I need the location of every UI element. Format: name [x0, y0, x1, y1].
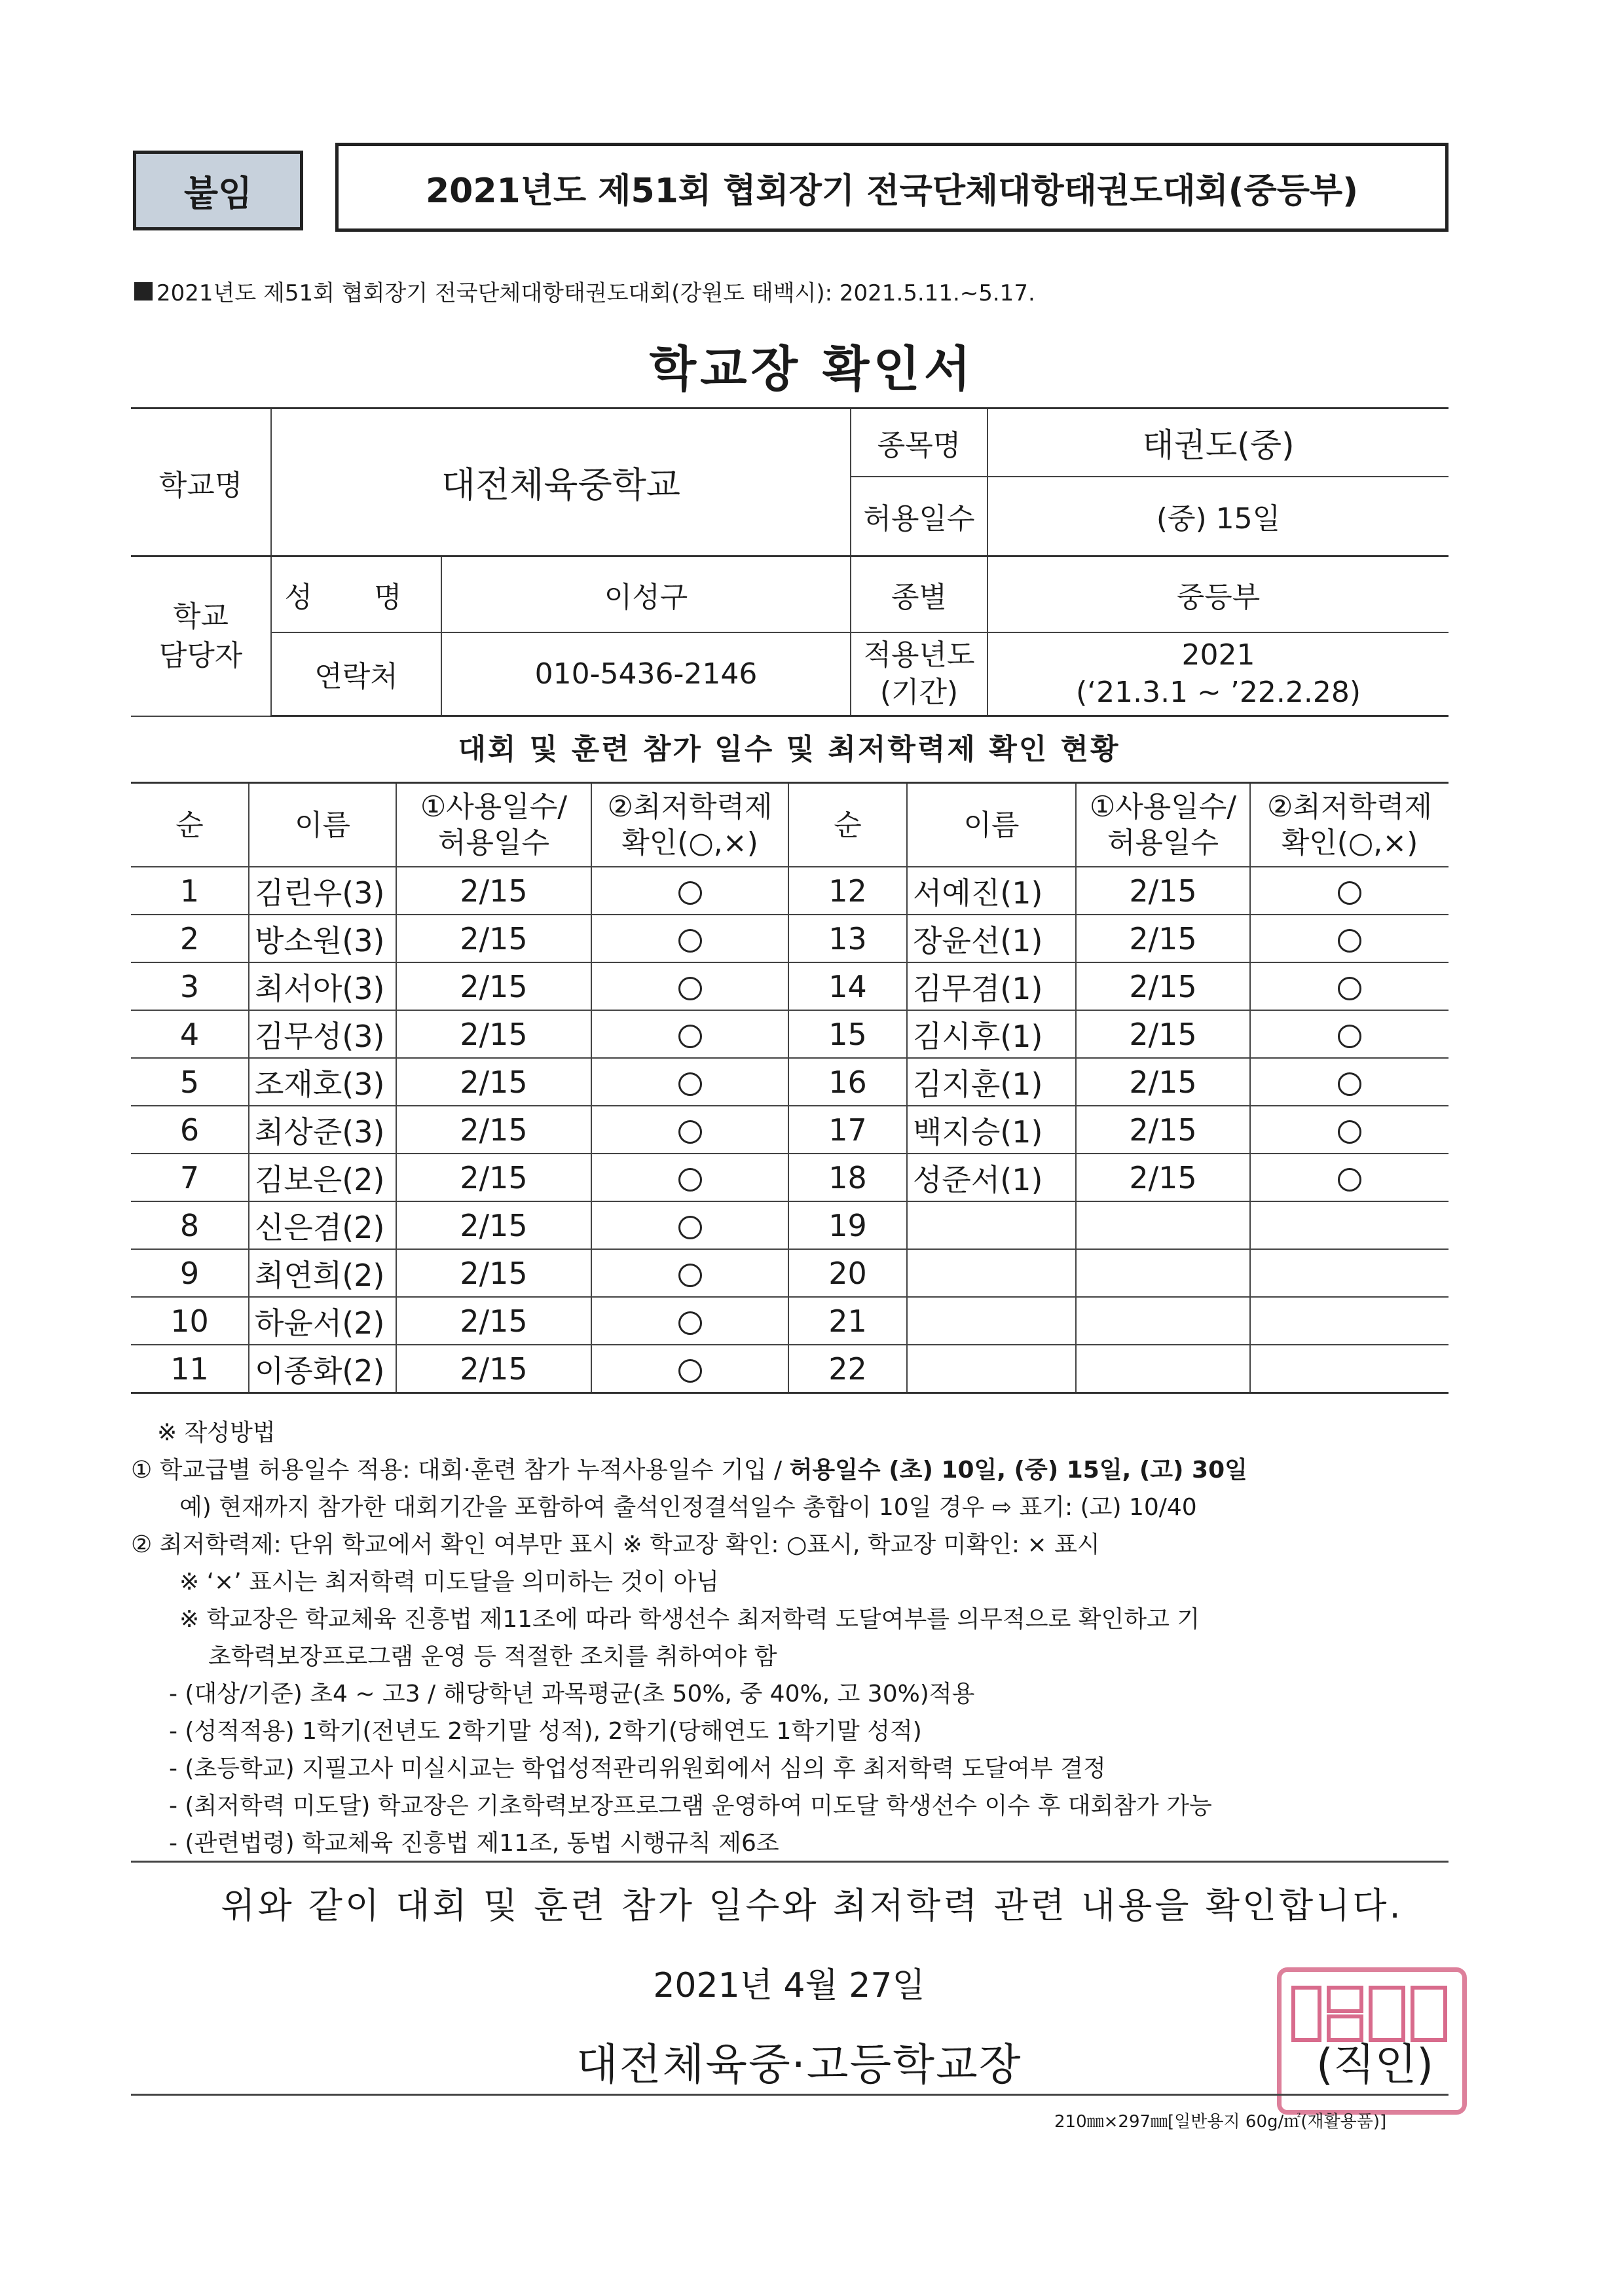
circle-mark-icon — [678, 1359, 702, 1383]
row-no: 10 — [131, 1297, 249, 1345]
row-used-days: 2/15 — [396, 1058, 591, 1106]
circle-mark-icon — [1338, 977, 1361, 1000]
row-min-academic — [591, 1010, 788, 1058]
instruction-line-7: - (대상/기준) 초4 ~ 고3 / 해당학년 과목평균(초 50%, 중 40%, 고 30%)적용 — [169, 1681, 975, 1707]
row-used-days-2: 2/15 — [1076, 1010, 1250, 1058]
row-name: 최서아(3) — [249, 962, 396, 1010]
square-bullet-icon — [134, 282, 153, 301]
col-min-academic-line2: 확인(○,×) — [621, 826, 758, 860]
row-no: 1 — [131, 867, 249, 915]
row-min-academic — [591, 1249, 788, 1297]
row-name-2: 김지훈(1) — [907, 1058, 1076, 1106]
circle-mark-icon — [678, 1120, 702, 1144]
school-name-label: 학교명 — [131, 409, 271, 556]
row-used-days: 2/15 — [396, 1106, 591, 1154]
row-used-days: 2/15 — [396, 1010, 591, 1058]
row-used-days-2: 2/15 — [1076, 1058, 1250, 1106]
col-used-days-2-line1: ①사용일수/ — [1089, 790, 1237, 824]
row-used-days-2 — [1076, 1201, 1250, 1249]
col-used-days-2 — [1076, 783, 1250, 867]
row-min-academic — [591, 1297, 788, 1345]
col-min-academic-2-line2: 확인(○,×) — [1281, 826, 1418, 860]
contact-value: 010-5436-2146 — [441, 632, 851, 716]
circle-mark-icon — [1338, 929, 1361, 953]
instruction-line-9: - (초등학교) 지필고사 미실시교는 학업성적관리위원회에서 심의 후 최저학력 도달여부 결정 — [169, 1755, 1106, 1782]
row-no: 9 — [131, 1249, 249, 1297]
row-no-2: 13 — [788, 915, 907, 962]
row-name-2: 백지승(1) — [907, 1106, 1076, 1154]
row-name-2: 김무겸(1) — [907, 962, 1076, 1010]
table-row — [131, 1249, 1449, 1297]
apply-year-value-line1: 2021 — [1181, 638, 1255, 672]
row-name: 최상준(3) — [249, 1106, 396, 1154]
circle-mark-icon — [1338, 881, 1361, 905]
col-used-days-2-line2: 허용일수 — [1107, 826, 1219, 860]
row-used-days-2: 2/15 — [1076, 962, 1250, 1010]
row-min-academic-2 — [1250, 1297, 1449, 1345]
col-name: 이름 — [249, 783, 396, 867]
row-no: 3 — [131, 962, 249, 1010]
divider-top — [131, 1861, 1449, 1863]
table-header-row — [131, 783, 1449, 867]
row-min-academic-2 — [1250, 1345, 1449, 1393]
participation-table — [131, 782, 1449, 1394]
row-min-academic-2 — [1250, 1010, 1449, 1058]
event-label: 종목명 — [851, 409, 987, 477]
confirmation-statement: 위와 같이 대회 및 훈련 참가 일수와 최저학력 관련 내용을 확인합니다. — [221, 1885, 1403, 1926]
table-row — [131, 1106, 1449, 1154]
col-min-academic-2 — [1250, 783, 1449, 867]
row-min-academic — [591, 1154, 788, 1201]
row-min-academic — [591, 1345, 788, 1393]
row-name-2 — [907, 1249, 1076, 1297]
row-name: 조재호(3) — [249, 1058, 396, 1106]
circle-mark-icon — [1338, 1025, 1361, 1048]
row-no: 7 — [131, 1154, 249, 1201]
table-row — [131, 867, 1449, 915]
manager-name-label: 성 명 — [271, 556, 441, 632]
allowed-days-value: (중) 15일 — [987, 477, 1449, 556]
row-no: 11 — [131, 1345, 249, 1393]
manager-label-line2: 담당자 — [158, 638, 243, 672]
row-min-academic — [591, 867, 788, 915]
manager-label — [131, 556, 271, 716]
row-name: 이종화(2) — [249, 1345, 396, 1393]
row-min-academic-2 — [1250, 1058, 1449, 1106]
circle-mark-icon — [678, 881, 702, 905]
col-used-days — [396, 783, 591, 867]
row-no-2: 22 — [788, 1345, 907, 1393]
row-used-days-2 — [1076, 1297, 1250, 1345]
row-min-academic — [591, 915, 788, 962]
instruction-line-1b: 허용일수 (초) 10일, (중) 15일, (고) 30일 — [789, 1457, 1247, 1484]
row-no: 4 — [131, 1010, 249, 1058]
competition-info-text: 2021년도 제51회 협회장기 전국단체대항태권도대회(강원도 태백시): 2021.5.11.~5.17. — [157, 280, 1035, 306]
competition-title: 2021년도 제51회 협회장기 전국단체대항태권도대회(중등부) — [425, 171, 1359, 211]
row-used-days-2 — [1076, 1249, 1250, 1297]
row-no-2: 15 — [788, 1010, 907, 1058]
instruction-line-2: 예) 현재까지 참가한 대회기간을 포함하여 출석인정결석일수 총합이 10일 경우 ⇨ 표기: (고) 10/40 — [179, 1494, 1197, 1521]
row-min-academic — [591, 1201, 788, 1249]
row-no: 2 — [131, 915, 249, 962]
instructions — [131, 1414, 1467, 1862]
row-name-2 — [907, 1297, 1076, 1345]
col-no-2: 순 — [788, 783, 907, 867]
school-name-value: 대전체육중학교 — [271, 409, 851, 556]
row-name: 신은겸(2) — [249, 1201, 396, 1249]
attachment-badge — [133, 151, 303, 230]
table-row — [131, 962, 1449, 1010]
row-name: 하윤서(2) — [249, 1297, 396, 1345]
apply-year-label — [851, 632, 987, 716]
circle-mark-icon — [1338, 1120, 1361, 1144]
seal-label: (직인) — [1316, 2039, 1434, 2090]
instruction-line-1a: ① 학교급별 허용일수 적용: 대회·훈련 참가 누적사용일수 기입 / — [131, 1457, 790, 1484]
row-no-2: 12 — [788, 867, 907, 915]
row-no-2: 19 — [788, 1201, 907, 1249]
principal-name: 대전체육중·고등학교장 — [576, 2039, 1022, 2090]
paper-spec-footer: 210㎜×297㎜[일반용지 60g/㎡(재활용품)] — [1054, 2112, 1387, 2132]
manager-name-value: 이성구 — [441, 556, 851, 632]
row-used-days-2: 2/15 — [1076, 915, 1250, 962]
circle-mark-icon — [678, 1025, 702, 1048]
row-name: 최연희(2) — [249, 1249, 396, 1297]
apply-year-value-line2: (‘21.3.1 ~ ’22.2.28) — [1075, 676, 1361, 710]
apply-year-label-line1: 적용년도 — [863, 638, 975, 672]
row-no: 6 — [131, 1106, 249, 1154]
row-no-2: 16 — [788, 1058, 907, 1106]
row-name-2: 김시후(1) — [907, 1010, 1076, 1058]
row-no-2: 14 — [788, 962, 907, 1010]
row-min-academic-2 — [1250, 1154, 1449, 1201]
col-used-days-line1: ①사용일수/ — [420, 790, 568, 824]
table-row — [131, 1201, 1449, 1249]
col-min-academic-line1: ②최저학력제 — [607, 790, 773, 824]
school-info-table — [131, 407, 1449, 717]
row-name-2: 서예진(1) — [907, 867, 1076, 915]
row-used-days: 2/15 — [396, 1345, 591, 1393]
apply-year-value — [987, 632, 1449, 716]
table-row — [131, 1297, 1449, 1345]
row-no-2: 17 — [788, 1106, 907, 1154]
row-used-days: 2/15 — [396, 867, 591, 915]
row-min-academic-2 — [1250, 962, 1449, 1010]
table-row — [131, 1154, 1449, 1201]
row-used-days: 2/15 — [396, 962, 591, 1010]
row-used-days-2: 2/15 — [1076, 1154, 1250, 1201]
instruction-line-3: ② 최저학력제: 단위 학교에서 확인 여부만 표시 ※ 학교장 확인: ○표시, 학교장 미확인: × 표시 — [131, 1531, 1100, 1558]
circle-mark-icon — [678, 929, 702, 953]
category-label: 종별 — [851, 556, 987, 632]
row-min-academic-2 — [1250, 1106, 1449, 1154]
circle-mark-icon — [678, 1168, 702, 1192]
instruction-line-8: - (성적적용) 1학기(전년도 2학기말 성적), 2학기(당해연도 1학기말 성적) — [169, 1718, 922, 1745]
competition-info-line — [134, 275, 1035, 307]
circle-mark-icon — [678, 1216, 702, 1239]
section-title: 대회 및 훈련 참가 일수 및 최저학력제 확인 현황 — [458, 733, 1120, 766]
instruction-line-5: ※ 학교장은 학교체육 진흥법 제11조에 따라 학생선수 최저학력 도달여부를 의무적으로 확인하고 기 — [179, 1606, 1200, 1633]
manager-label-line1: 학교 — [172, 600, 229, 634]
row-used-days-2: 2/15 — [1076, 867, 1250, 915]
instruction-line-4: ※ ‘×’ 표시는 최저학력 미도달을 의미하는 것이 아님 — [179, 1569, 720, 1595]
contact-label: 연락처 — [271, 632, 441, 716]
instruction-line-10: - (최저학력 미도달) 학교장은 기초학력보장프로그램 운영하여 미도달 학생선수 이수 후 대회참가 가능 — [169, 1793, 1212, 1819]
row-no-2: 20 — [788, 1249, 907, 1297]
event-value: 태권도(중) — [987, 409, 1449, 477]
row-min-academic — [591, 1058, 788, 1106]
apply-year-label-line2: (기간) — [879, 676, 959, 710]
row-name: 김무성(3) — [249, 1010, 396, 1058]
instruction-line-6: 초학력보장프로그램 운영 등 적절한 조치를 취하여야 함 — [208, 1643, 777, 1670]
row-name-2: 장윤선(1) — [907, 915, 1076, 962]
circle-mark-icon — [678, 1072, 702, 1096]
row-name: 김보은(2) — [249, 1154, 396, 1201]
row-used-days-2 — [1076, 1345, 1250, 1393]
instructions-heading: ※ 작성방법 — [157, 1419, 276, 1446]
circle-mark-icon — [678, 1311, 702, 1335]
col-name-2: 이름 — [907, 783, 1076, 867]
instruction-line — [131, 1451, 1467, 1489]
row-min-academic-2 — [1250, 915, 1449, 962]
circle-mark-icon — [1338, 1168, 1361, 1192]
row-min-academic — [591, 962, 788, 1010]
table-row — [131, 1345, 1449, 1393]
col-used-days-line2: 허용일수 — [437, 826, 549, 860]
issue-date: 2021년 4월 27일 — [653, 1966, 925, 2005]
table-row — [131, 1010, 1449, 1058]
circle-mark-icon — [1338, 1072, 1361, 1096]
row-min-academic-2 — [1250, 1201, 1449, 1249]
row-min-academic-2 — [1250, 1249, 1449, 1297]
allowed-days-label: 허용일수 — [851, 477, 987, 556]
col-min-academic-2-line1: ②최저학력제 — [1267, 790, 1432, 824]
table-row — [131, 915, 1449, 962]
row-name: 김린우(3) — [249, 867, 396, 915]
row-used-days: 2/15 — [396, 1201, 591, 1249]
col-no: 순 — [131, 783, 249, 867]
divider-bottom — [131, 2094, 1449, 2096]
row-used-days-2: 2/15 — [1076, 1106, 1250, 1154]
row-used-days: 2/15 — [396, 915, 591, 962]
col-min-academic — [591, 783, 788, 867]
competition-title-box — [335, 143, 1449, 232]
row-name-2: 성준서(1) — [907, 1154, 1076, 1201]
row-used-days: 2/15 — [396, 1154, 591, 1201]
row-no-2: 21 — [788, 1297, 907, 1345]
attachment-badge-label: 붙임 — [183, 172, 253, 214]
row-no-2: 18 — [788, 1154, 907, 1201]
row-min-academic-2 — [1250, 867, 1449, 915]
row-min-academic — [591, 1106, 788, 1154]
row-name-2 — [907, 1345, 1076, 1393]
row-used-days: 2/15 — [396, 1297, 591, 1345]
circle-mark-icon — [678, 977, 702, 1000]
document-title: 학교장 확인서 — [649, 341, 975, 397]
table-row — [131, 1058, 1449, 1106]
row-used-days: 2/15 — [396, 1249, 591, 1297]
circle-mark-icon — [678, 1264, 702, 1287]
row-no: 5 — [131, 1058, 249, 1106]
instruction-line-11: - (관련법령) 학교체육 진흥법 제11조, 동법 시행규칙 제6조 — [169, 1830, 779, 1857]
row-name: 방소원(3) — [249, 915, 396, 962]
row-name-2 — [907, 1201, 1076, 1249]
roster-body — [131, 867, 1449, 1393]
category-value: 중등부 — [987, 556, 1449, 632]
row-no: 8 — [131, 1201, 249, 1249]
